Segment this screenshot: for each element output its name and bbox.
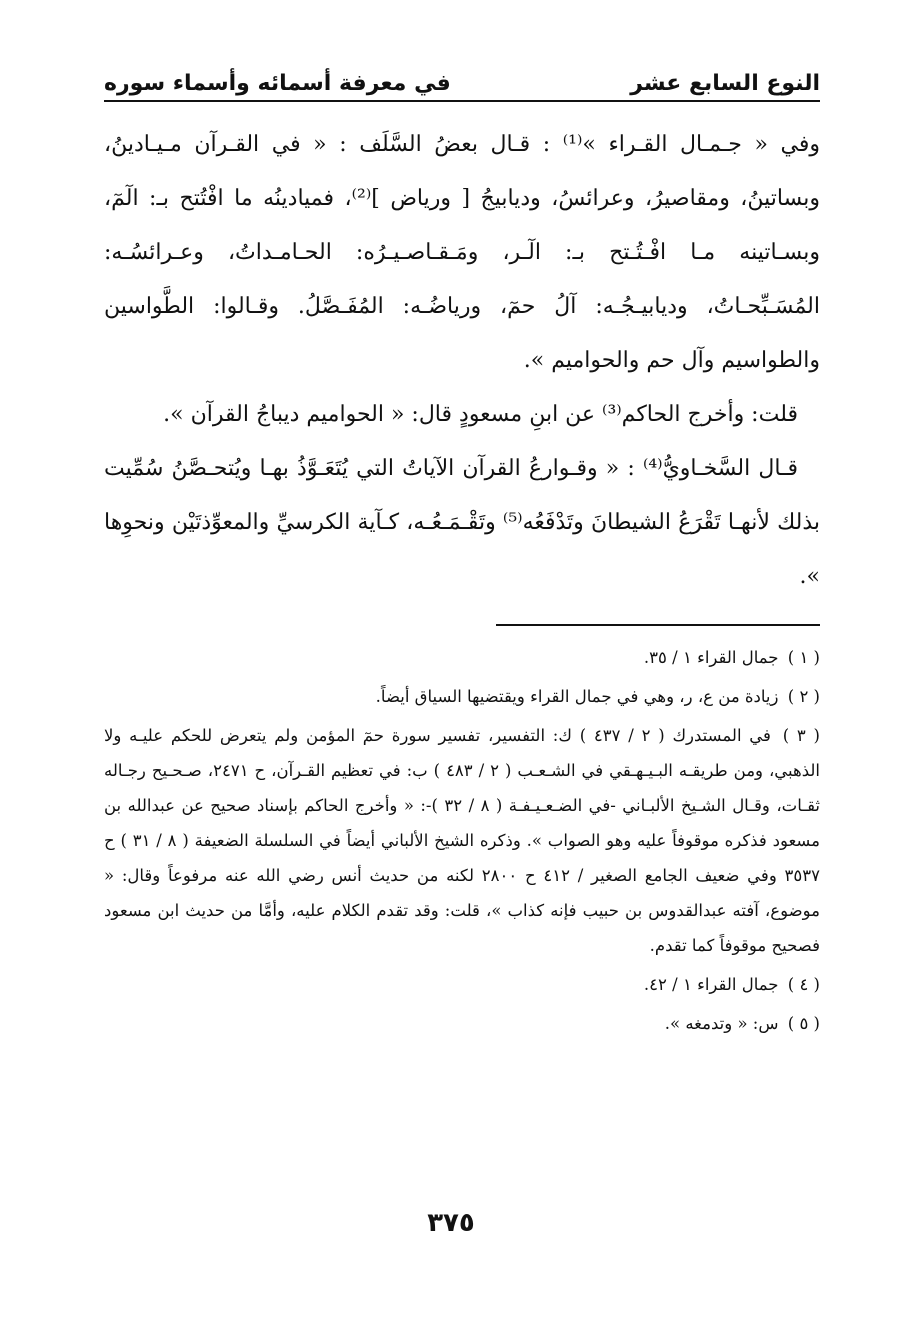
header-section-title: في معرفة أسمائه وأسماء سوره [104, 71, 451, 96]
paragraph-1: وفي « جـمـال القـراء »⁽¹⁾ : قـال بعضُ السَّلَف : « في القـرآن مـيـادينُ، وبساتينُ، ومقاصيرُ، وعرائسُ، وديابيجُ [ ورياض ]⁽²⁾، فميادينُه ما افْتُتح بـ: الٓمٓ، وبسـاتينه مـا افْـتُـتح بـ: الٓـر، ومَـقـاصـيـرُه: الحـامـداتُ، وعـرائسُـه: المُسَـبِّحـاتُ، وديابيـجُـه: آلُ حمٓ، ورياضُـه: المُفَـصَّلُ. وقـالوا: الطَّواسين والطواسيم وآل حم والحواميم ». [104, 132, 820, 373]
paragraph-3: قـال السَّخـاويُّ⁽⁴⁾ : « وقـوارعُ القرآن الآياتُ التي يُتَعَـوَّذُ بهـا ويُتحـصَّنُ سُمِّيت بذلك لأنهـا تَقْرَعُ الشيطانَ وتَدْفَعُه⁽⁵⁾ وتَقْـمَـعُـه، كـآية الكرسيِّ والمعوِّذتَيْن ونحوِها ». [104, 456, 820, 589]
footnote-text: س: « وتدمغه ». [664, 1014, 779, 1033]
paragraph-2: قلت: وأخرج الحاكم⁽³⁾ عن ابنِ مسعودٍ قال: « الحواميم ديباجُ القرآن ». [163, 402, 798, 427]
footnote-text: زيادة من ع، ر، وهي في جمال القراء ويقتضيها السياق أيضاً. [375, 687, 779, 706]
footnote-4 [104, 967, 820, 1002]
footnote-3 [104, 718, 820, 963]
footnote-1 [104, 640, 820, 675]
footnote-text: جمال القراء ١ / ٣٥. [643, 648, 779, 667]
footnote-2 [104, 679, 820, 714]
page-number: ٣٧٥ [427, 1208, 475, 1238]
footnotes [104, 640, 820, 1045]
footnote-text: في المستدرك ( ٢ / ٤٣٧ ) ك: التفسير، تفسير سورة حمٓ المؤمن ولم يتعرض للحكم عليـه ولا الذهبي، ومن طريقـه البـيـهـقي في الشـعـب ( ٢ / ٤٨٣ ) ب: في تعظيم القـرآن، ح ٢٤٧١، صـحـيح رجـاله ثقـات، وقـال الشـيخ الألبـاني -في الضـعـيـفـة ( ٨ / ٣٢ )-: « وأخرج الحاكم بإسناد صحيح عن عبدالله بن مسعود فذكره موقوفاً عليه وهو الصواب ». وذكره الشيخ الألباني أيضاً في السلسلة الضعيفة ( ٨ / ٣١ ) ح ٣٥٣٧ وفي ضعيف الجامع الصغير / ٤١٢ ح ٢٨٠٠ لكنه من حديث أنس رضي الله عنه مرفوعاً وقال: « موضوع، آفته عبدالقدوس بن حبيب فإنه كذاب »، قلت: وقد تقدم الكلام عليه، وأمَّا من حديث ابن مسعود فصحيح موقوفاً كما تقدم. [104, 726, 821, 955]
footnote-marker: ( ١ ) [787, 648, 820, 667]
footnote-separator [496, 624, 820, 626]
footnote-text: جمال القراء ١ / ٤٢. [643, 975, 779, 994]
footnote-marker: ( ٤ ) [787, 975, 820, 994]
footnote-marker: ( ٢ ) [787, 687, 820, 706]
footnote-5 [104, 1006, 820, 1041]
footnote-marker: ( ٣ ) [782, 726, 820, 745]
header-rule [104, 100, 820, 102]
footnote-marker: ( ٥ ) [787, 1014, 820, 1033]
running-header [104, 52, 820, 96]
main-text [104, 118, 820, 604]
header-chapter-title: النوع السابع عشر [630, 71, 820, 96]
